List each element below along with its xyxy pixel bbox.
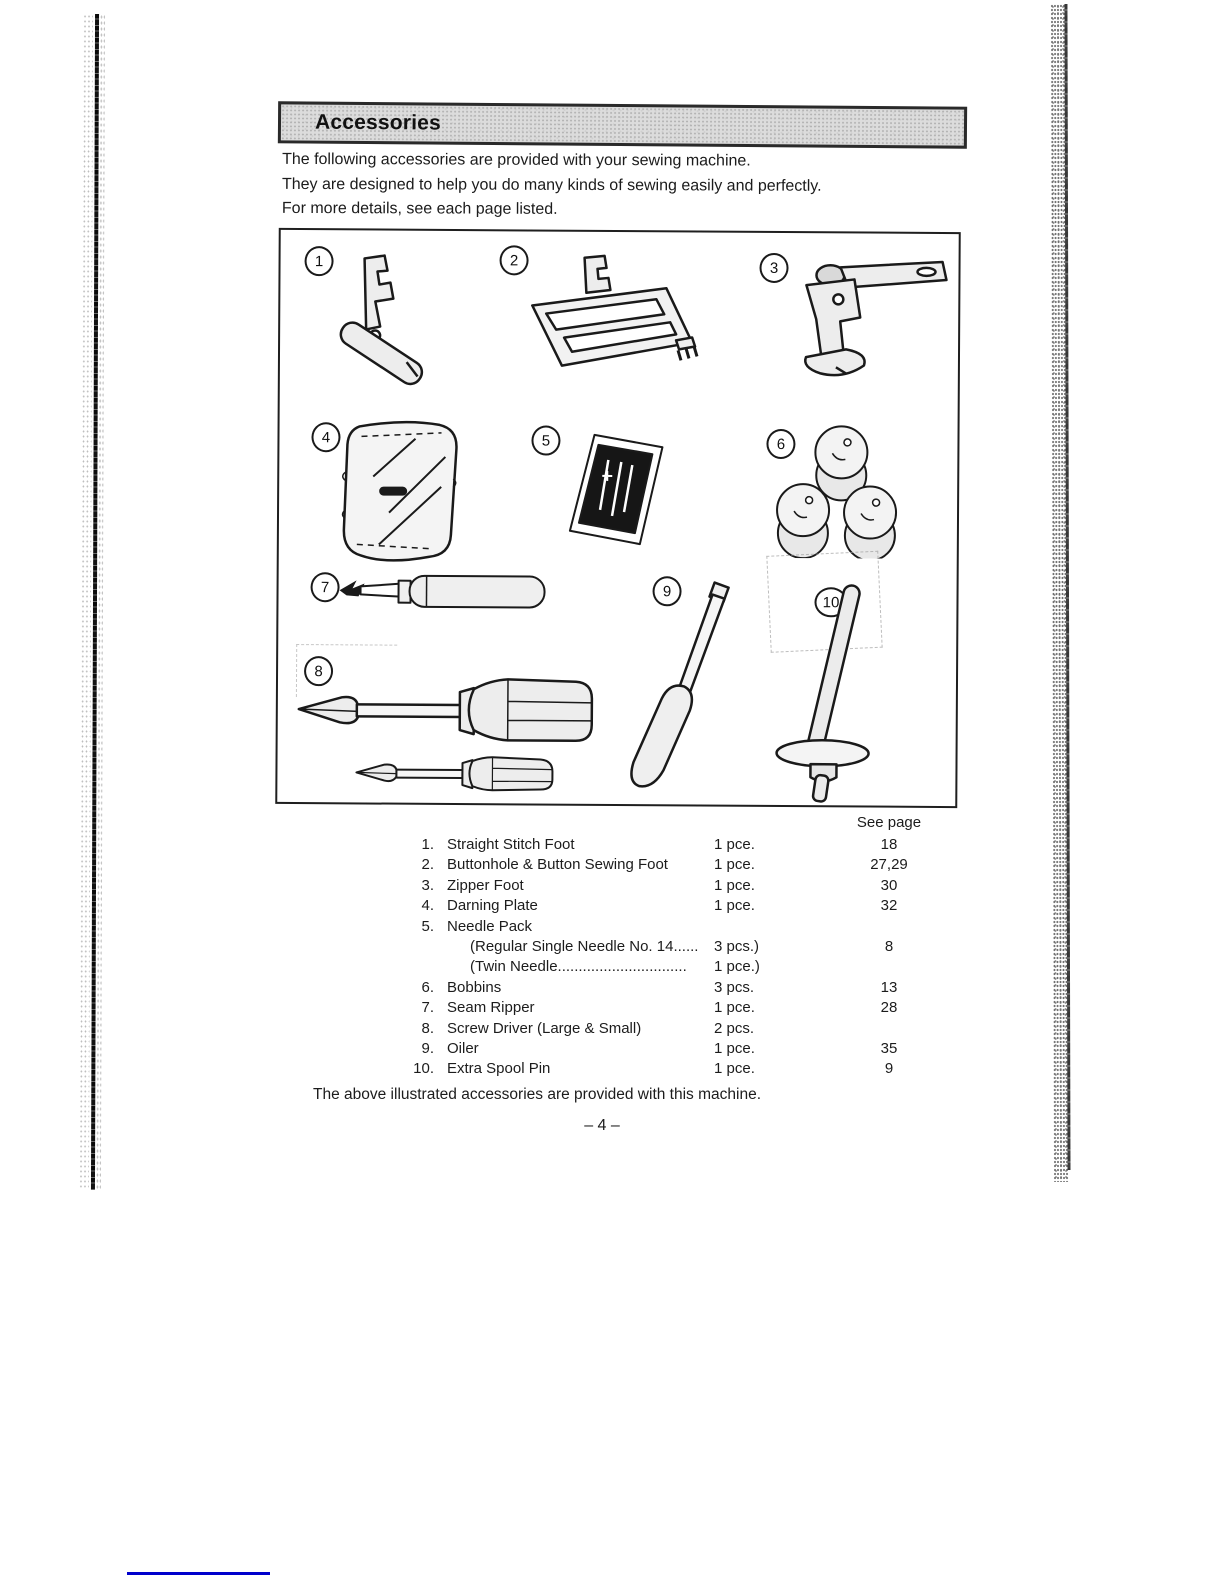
list-item (402, 1019, 962, 1039)
page-number: – 4 – (584, 1117, 620, 1134)
oiler-illustration (625, 574, 736, 795)
list-item (402, 876, 962, 896)
item-number: 9. (421, 1040, 434, 1058)
item-page: 27,29 (870, 856, 908, 874)
item-number: 5. (421, 917, 434, 935)
scan-artifact-blue-line (127, 1572, 270, 1575)
intro-line: For more details, see each page listed. (281, 199, 558, 218)
figure-label-3: 3 (759, 253, 788, 283)
item-page: 8 (884, 938, 894, 956)
item-page: 28 (880, 999, 898, 1017)
item-label: Needle Pack (447, 917, 533, 935)
figure-label-7: 7 (310, 572, 339, 602)
item-page: 35 (880, 1040, 898, 1058)
zipper-foot-illustration (778, 259, 954, 400)
item-quantity: 1 pce. (714, 1040, 755, 1058)
seam-ripper-illustration (336, 570, 551, 616)
item-label: Straight Stitch Foot (447, 836, 575, 853)
figure-label-10: 10 (814, 587, 847, 617)
item-quantity: 2 pcs. (714, 1019, 755, 1037)
item-quantity (714, 917, 824, 937)
accessories-list (402, 814, 962, 1080)
list-item (402, 1039, 962, 1059)
list-item-sub (402, 957, 962, 977)
list-item (402, 978, 962, 998)
item-label: (Twin Needle............................... (470, 958, 687, 976)
accessories-figure-box (275, 228, 961, 808)
scan-artifact-right-streak (1050, 4, 1068, 1182)
item-page: 13 (880, 978, 898, 996)
item-quantity: 1 pce. (714, 897, 755, 915)
figure-label-1: 1 (304, 246, 333, 276)
item-number: 10. (413, 1060, 434, 1078)
item-quantity: 1 pce. (714, 836, 755, 853)
figure-label-8: 8 (304, 656, 333, 686)
figure-label-6: 6 (766, 429, 795, 459)
list-item (402, 896, 962, 916)
straight-stitch-foot-illustration (328, 252, 439, 393)
item-number: 6. (421, 978, 434, 996)
item-label: (Regular Single Needle No. 14...... (470, 938, 699, 956)
figure-label-9: 9 (652, 576, 681, 606)
figure-label-5: 5 (531, 425, 560, 455)
item-quantity: 1 pce.) (714, 958, 760, 976)
item-number (402, 957, 434, 977)
needle-pack-illustration (564, 432, 670, 548)
see-page-header: See page (856, 814, 922, 831)
large-screwdriver-illustration (294, 667, 600, 764)
item-page: 30 (880, 876, 898, 894)
item-page (824, 917, 954, 937)
item-label: Oiler (447, 1040, 479, 1058)
item-quantity: 1 pce. (714, 876, 755, 894)
item-number: 3. (421, 876, 434, 894)
item-number: 1. (421, 836, 434, 853)
list-item (402, 835, 962, 855)
intro-paragraph (282, 148, 902, 224)
item-page: 18 (880, 836, 898, 853)
figure-label-2: 2 (499, 245, 528, 275)
item-quantity: 1 pce. (714, 856, 755, 874)
footer-note: The above illustrated accessories are provided with this machine. (313, 1086, 762, 1103)
small-screwdriver-illustration (352, 752, 557, 795)
item-quantity: 1 pce. (714, 1060, 755, 1078)
extra-spool-pin-illustration (772, 581, 888, 804)
item-label: Extra Spool Pin (447, 1060, 551, 1078)
item-label: Screw Driver (Large & Small) (447, 1019, 642, 1037)
item-quantity: 3 pcs.) (714, 938, 760, 956)
item-label: Seam Ripper (447, 999, 535, 1017)
item-number (402, 937, 434, 957)
section-title-bar (278, 101, 967, 148)
list-item-sub (402, 937, 962, 957)
item-label: Buttonhole & Button Sewing Foot (447, 856, 668, 874)
bobbins-illustration (769, 423, 905, 559)
item-page (824, 1019, 954, 1039)
page-title: Accessories (314, 110, 442, 135)
list-item (402, 1059, 962, 1079)
list-item (402, 855, 962, 875)
buttonhole-foot-illustration (518, 253, 704, 389)
item-quantity: 1 pce. (714, 999, 755, 1017)
list-item (402, 917, 962, 937)
item-number: 4. (421, 897, 434, 915)
figure-label-4: 4 (311, 422, 340, 452)
item-label: Darning Plate (447, 897, 538, 915)
item-page: 32 (880, 897, 898, 915)
item-quantity: 3 pcs. (714, 978, 755, 996)
item-page: 9 (884, 1060, 894, 1078)
item-page (824, 957, 954, 977)
item-number: 8. (421, 1019, 434, 1037)
scan-artifact-left-streak (91, 14, 99, 1190)
item-number: 7. (421, 999, 434, 1017)
list-item (402, 998, 962, 1018)
darning-plate-illustration (329, 416, 475, 567)
item-number: 2. (421, 856, 434, 874)
intro-line: The following accessories are provided with your sewing machine. (282, 150, 751, 170)
intro-line: They are designed to help you do many kinds of sewing easily and perfectly. (281, 175, 822, 195)
item-label: Bobbins (447, 978, 502, 996)
item-label: Zipper Foot (447, 876, 524, 894)
